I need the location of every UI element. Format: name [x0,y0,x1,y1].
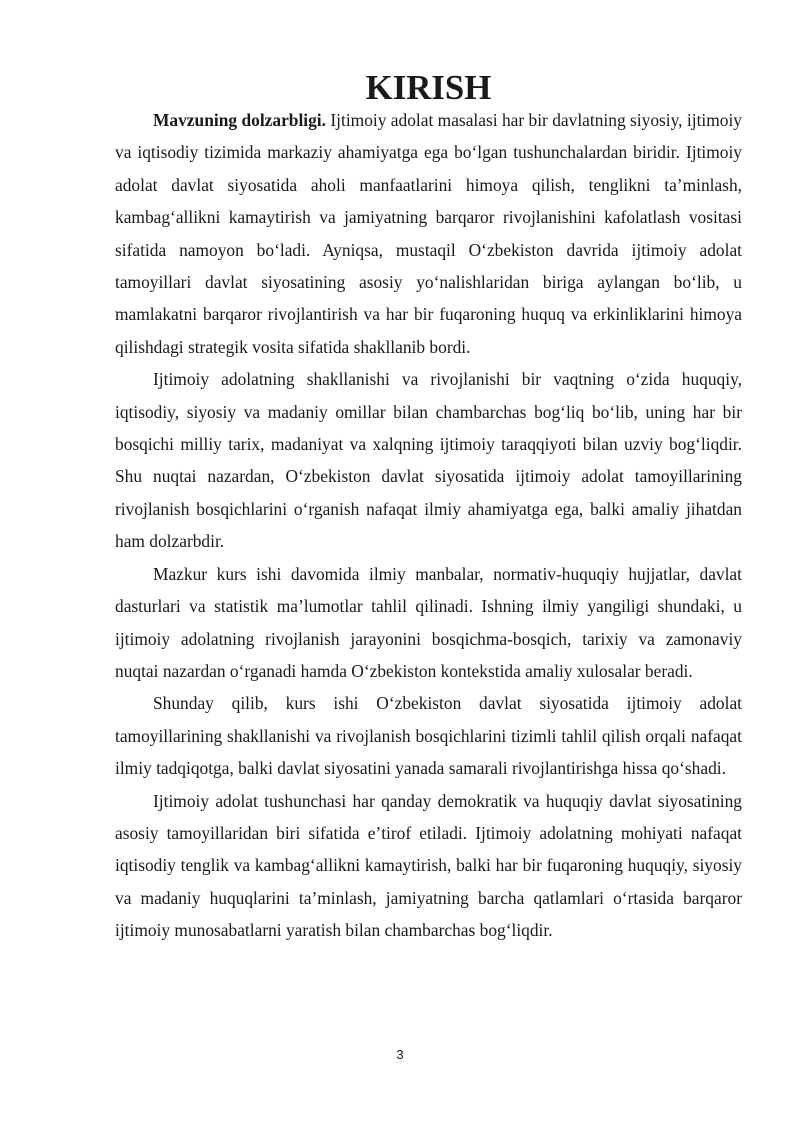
page-content [115,68,742,947]
paragraph-2: Ijtimoiy adolatning shakllanishi va rivojlanishi bir vaqtning oʻzida huquqiy, iqtisodiy, siyosiy va madaniy omillar bilan chambarchas bogʻliq boʻlib, uning har bir bosqichi milliy tarix, madaniyat va xalqning ijtimoiy taraqqiyoti bilan uzviy bogʻliqdir. Shu nuqtai nazardan, Oʻzbekiston davlat siyosatida ijtimoiy adolat tamoyillarining rivojlanish bosqichlarini oʻrganish nafaqat ilmiy ahamiyatga ega, balki amaliy jihatdan ham dolzarbdir. [115,369,742,552]
paragraph-text: Ijtimoiy adolat masalasi har bir davlatning siyosiy, ijtimoiy va iqtisodiy tizimida markaziy ahamiyatga ega boʻlgan tushunchalardan biridir. Ijtimoiy adolat davlat siyosatida aholi manfaatlarini himoya qilish, tenglikni taʼminlash, kambagʻallikni kamaytirish va jamiyatning barqaror rivojlanishini kafolatlash vositasi sifatida namoyon boʻladi. Ayniqsa, mustaqil Oʻzbekiston davrida ijtimoiy adolat tamoyillari davlat siyosatining asosiy yoʻnalishlaridan biriga aylangan boʻlib, u mamlakatni barqaror rivojlantirish va har bir fuqaroning huquq va erkinliklarini himoya qilishdagi strategik vosita sifatida shakllanib bordi. [115,110,742,357]
page-number: 3 [396,1047,404,1062]
paragraph-lead: Mavzuning dolzarbligi. [153,110,326,130]
section-heading: KIRISH [365,68,492,107]
paragraph-3: Mazkur kurs ishi davomida ilmiy manbalar, normativ-huquqiy hujjatlar, davlat dasturlari va statistik maʼlumotlar tahlil qilinadi. Ishning ilmiy yangiligi shundaki, u ijtimoiy adolatning rivojlanish jarayonini bosqichma-bosqich, tarixiy va zamonaviy nuqtai nazardan oʻrganadi hamda Oʻzbekiston kontekstida amaliy xulosalar beradi. [115,563,742,681]
paragraph-5: Ijtimoiy adolat tushunchasi har qanday demokratik va huquqiy davlat siyosatining asosiy tamoyillaridan biri sifatida eʼtirof etiladi. Ijtimoiy adolatning mohiyati nafaqat iqtisodiy tenglik va kambagʻallikni kamaytirish, balki har bir fuqaroning huquqiy, siyosiy va madaniy huquqlarini taʼminlash, jamiyatning barcha qatlamlari oʻrtasida barqaror ijtimoiy munosabatlarni yaratish bilan chambarchas bogʻliqdir. [115,790,742,941]
paragraph-4: Shunday qilib, kurs ishi Oʻzbekiston davlat siyosatida ijtimoiy adolat tamoyillarining shakllanishi va rivojlanish bosqichlarini tizimli tahlil qilish orqali nafaqat ilmiy tadqiqotga, balki davlat siyosatini yanada samarali rivojlantirishga hissa qoʻshadi. [115,693,742,779]
paragraph-relevance [115,104,742,363]
